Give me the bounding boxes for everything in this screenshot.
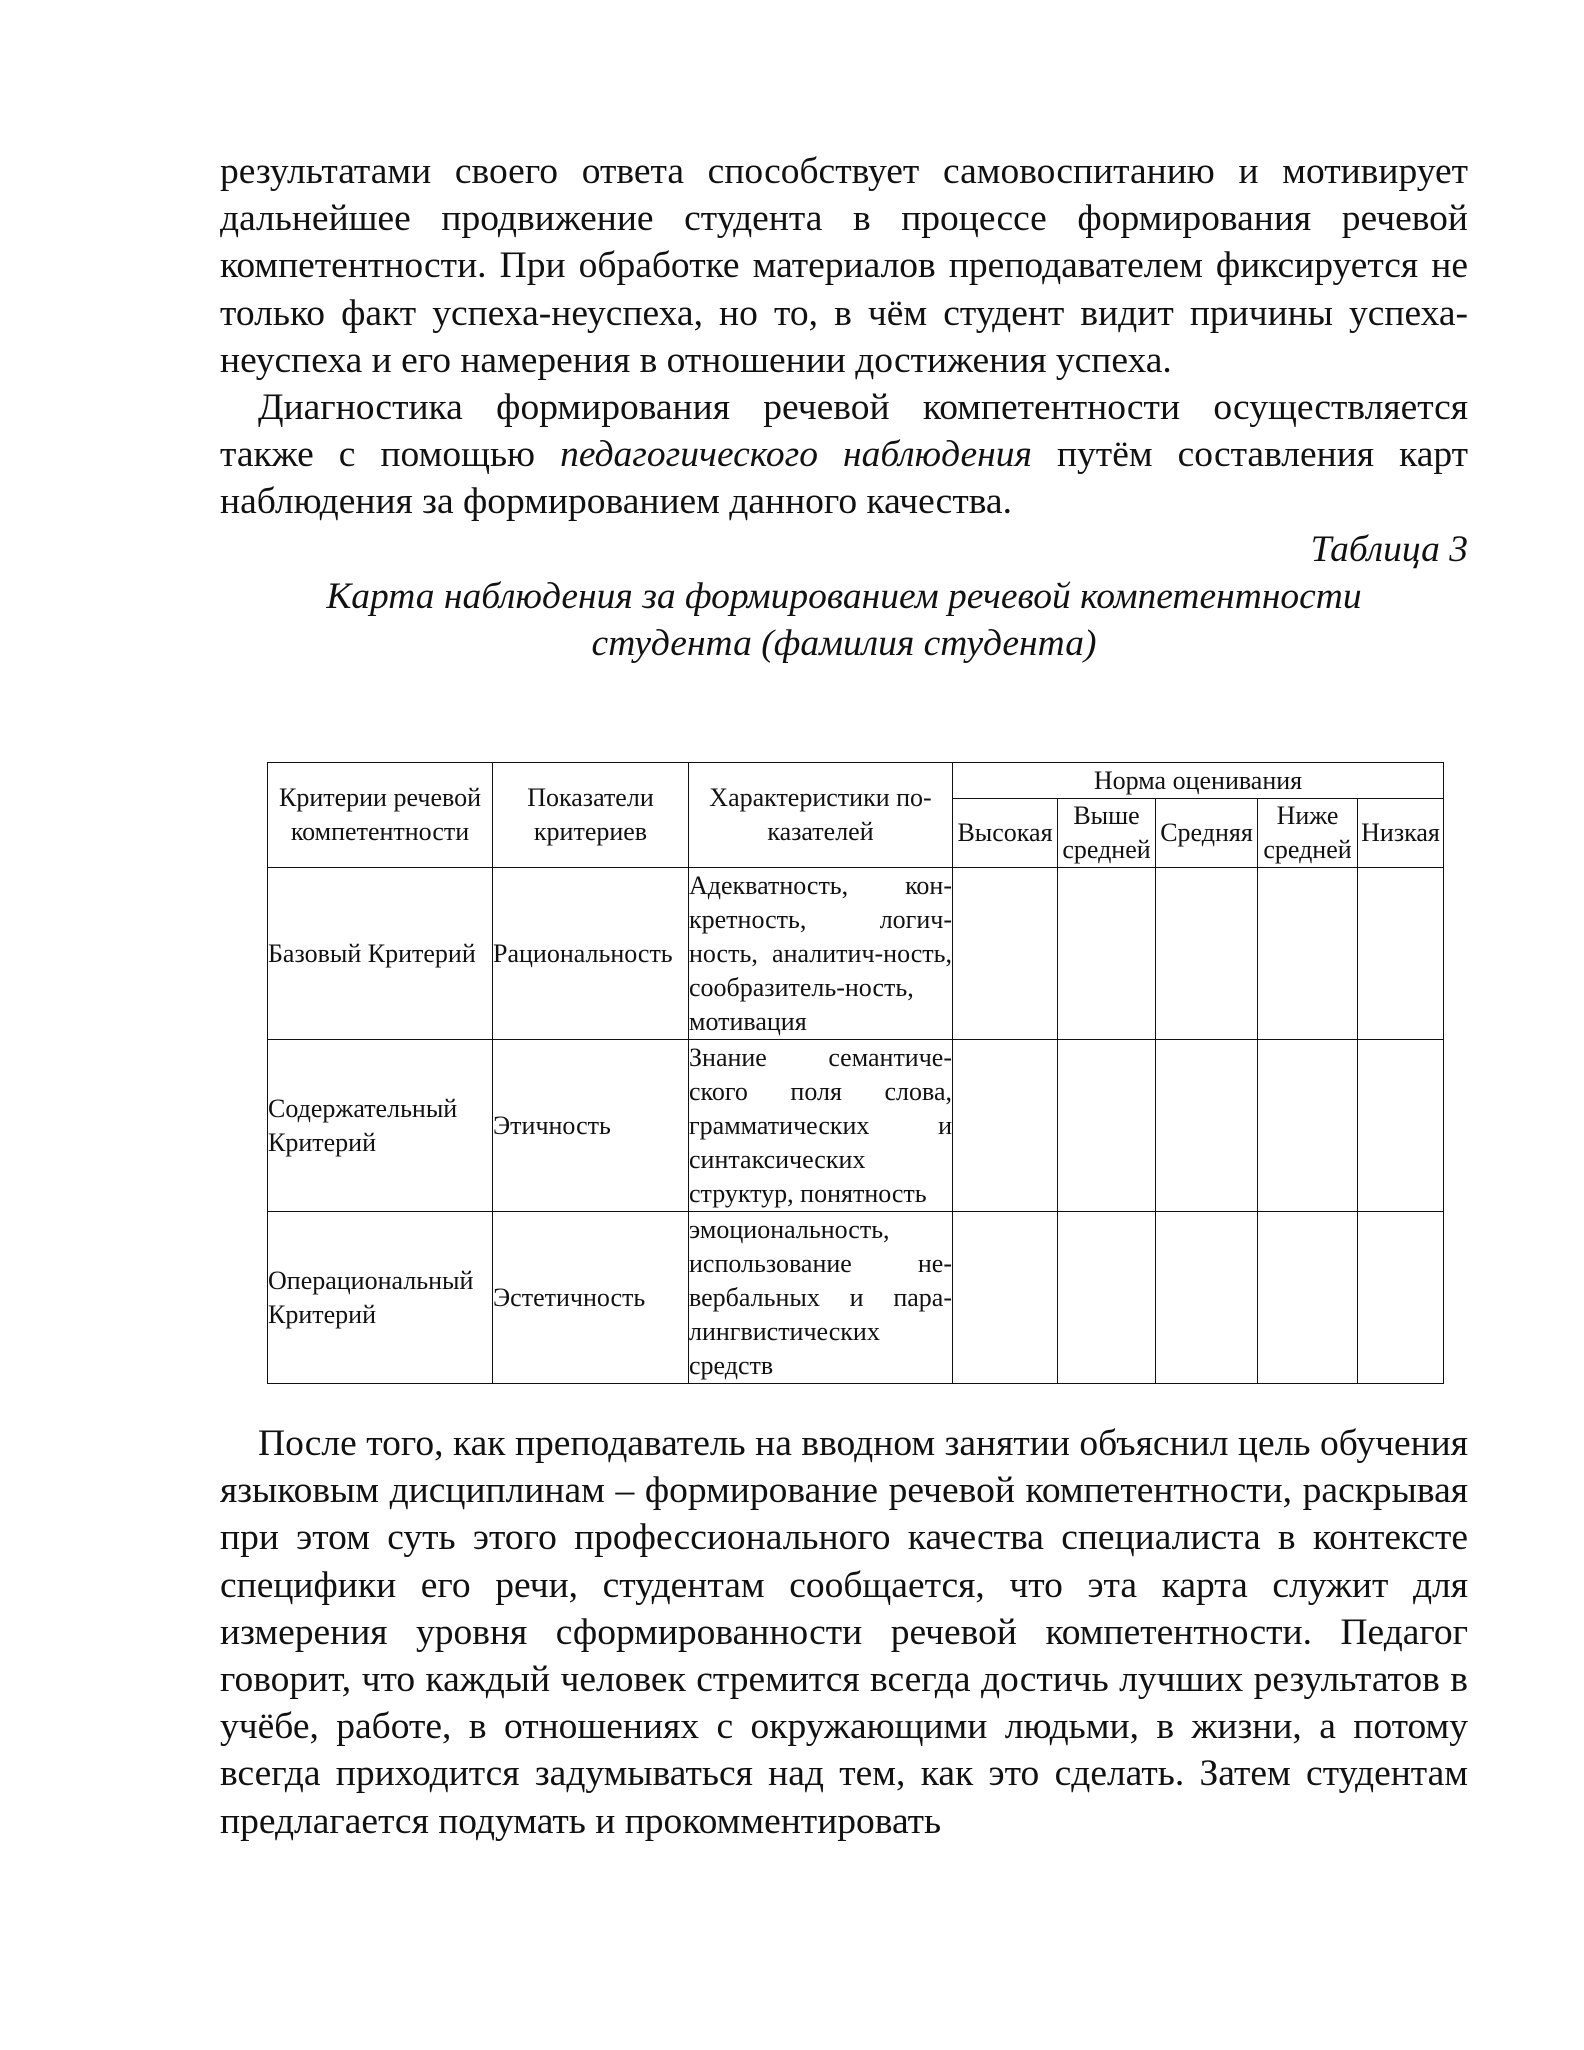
paragraph-diagnostics-tail: путём составления карт наблюдения за формированием данного качества. <box>220 434 1469 523</box>
criterion-cell: Операциональный Критерий <box>268 1212 493 1384</box>
indicator-cell: Этичность <box>493 1040 689 1212</box>
header-characteristics: Характеристики по-казателей <box>689 763 953 868</box>
criterion-cell: Базовый Критерий <box>268 868 493 1040</box>
header-norm: Норма оценивания <box>953 763 1444 799</box>
paragraph-diagnostics-text: Диагностика формирования речевой компетентности осуществляется также с помощью <box>220 387 1468 476</box>
characteristics-cell: Знание семантиче-ского поля слова, грамматических и синтаксических структур, понятность <box>689 1040 953 1212</box>
header-level-average: Средняя <box>1156 799 1258 868</box>
paragraph-intro: результатами своего ответа способствует самовоспитанию и мотивирует дальнейшее продвижение студента в процессе формирования речевой компетентности. При обработке материалов преподавателем фиксируется не только факт успеха-неуспеха, но то, в чём студент видит причины успеха-неуспеха и его намерения в отношении достижения успеха. <box>220 151 1468 381</box>
table-label: Таблица 3 <box>1310 528 1468 570</box>
norm-cell-average <box>1156 1040 1258 1212</box>
norm-cell-low <box>1358 1040 1444 1212</box>
norm-cell-low <box>1358 868 1444 1040</box>
norm-cell-average <box>1156 1212 1258 1384</box>
page-content-after-table <box>220 1420 1468 1845</box>
norm-cell-high <box>953 1040 1058 1212</box>
norm-cell-average <box>1156 868 1258 1040</box>
header-indicators: Показатели критериев <box>493 763 689 868</box>
header-level-low: Низкая <box>1358 799 1444 868</box>
table-row <box>268 1212 1444 1384</box>
criterion-cell: Содержательный Критерий <box>268 1040 493 1212</box>
paragraph-diagnostics-emphasis: педагогического наблюдения <box>560 434 1032 476</box>
norm-cell-high <box>953 868 1058 1040</box>
characteristics-cell: эмоциональность, использование не-вербальных и пара-лингвистических средств <box>689 1212 953 1384</box>
norm-cell-above-average <box>1058 1040 1156 1212</box>
norm-cell-below-average <box>1258 868 1358 1040</box>
header-level-above-average: Выше средней <box>1058 799 1156 868</box>
observation-table-wrapper <box>267 762 1444 1384</box>
observation-table <box>267 762 1444 1384</box>
table-header-row <box>268 763 1444 799</box>
norm-cell-high <box>953 1212 1058 1384</box>
table-row <box>268 1040 1444 1212</box>
paragraph-conclusion: После того, как преподаватель на вводном занятии объяснил цель обучения языковым дисциплинам – формирование речевой компетентности, раскрывая при этом суть этого профессионального качества специалиста в контексте специфики его речи, студентам сообщается, что эта карта служит для измерения уровня сформированности речевой компетентности. Педагог говорит, что каждый человек стремится всегда достичь лучших результатов в учёбе, работе, в отношениях с окружающими людьми, в жизни, а потому всегда приходится задумываться над тем, как это сделать. Затем студентам предлагается подумать и прокомментировать <box>220 1423 1468 1842</box>
norm-cell-above-average <box>1058 868 1156 1040</box>
header-criteria: Критерии речевой компетентности <box>268 763 493 868</box>
norm-cell-below-average <box>1258 1040 1358 1212</box>
table-title-line2: студента (фамилия студента) <box>591 622 1097 664</box>
page-content <box>220 148 1468 667</box>
characteristics-cell: Адекватность, кон-кретность, логич-ность, аналитич-ность, сообразитель-ность, мотивация <box>689 868 953 1040</box>
table-title-line1: Карта наблюдения за формированием речевой компетентности <box>326 575 1362 617</box>
indicator-cell: Эстетичность <box>493 1212 689 1384</box>
norm-cell-low <box>1358 1212 1444 1384</box>
norm-cell-below-average <box>1258 1212 1358 1384</box>
header-level-below-average: Ниже средней <box>1258 799 1358 868</box>
table-row <box>268 868 1444 1040</box>
norm-cell-above-average <box>1058 1212 1156 1384</box>
header-level-high: Высокая <box>953 799 1058 868</box>
indicator-cell: Рациональность <box>493 868 689 1040</box>
paragraph-diagnostics <box>220 384 1468 526</box>
